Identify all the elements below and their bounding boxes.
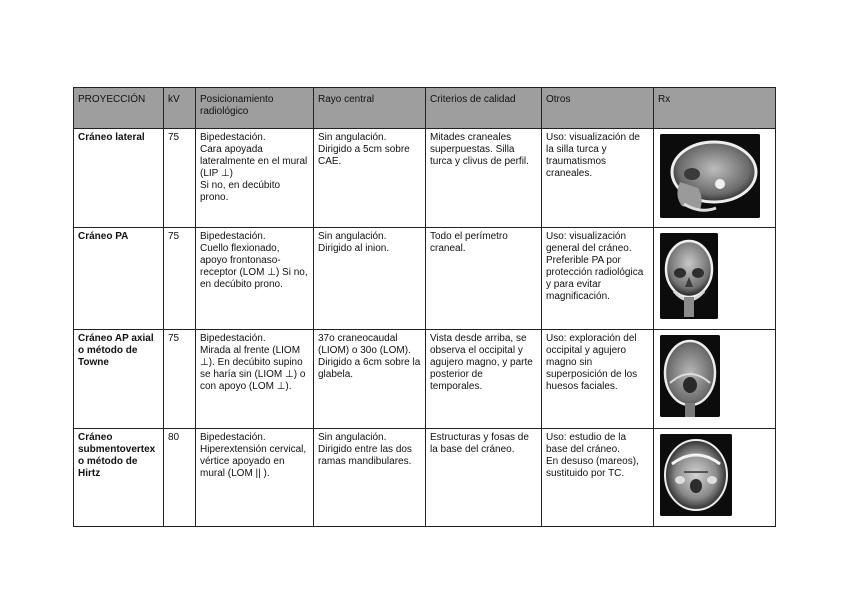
projections-table bbox=[73, 87, 776, 527]
other-cell: Uso: exploración del occipital y agujero magno sin superposición de los huesos faciales. bbox=[542, 330, 654, 429]
table-row bbox=[74, 330, 776, 429]
positioning-cell: Bipedestación. Cuello flexionado, apoyo frontonaso-receptor (LOM ⊥) Si no, en decúbito prono. bbox=[196, 228, 314, 330]
rx-cell bbox=[654, 228, 776, 330]
header-rayo-central: Rayo central bbox=[314, 88, 426, 129]
table-row bbox=[74, 228, 776, 330]
quality-cell: Estructuras y fosas de la base del cráneo. bbox=[426, 429, 542, 527]
table-header-row bbox=[74, 88, 776, 129]
lateral-skull-xray-icon bbox=[660, 134, 760, 218]
projection-cell: Cráneo lateral bbox=[74, 129, 164, 228]
central-ray-cell: 37o craneocaudal (LIOM) o 30o (LOM). Dirigido a 6cm sobre la glabela. bbox=[314, 330, 426, 429]
header-criterios: Criterios de calidad bbox=[426, 88, 542, 129]
other-cell: Uso: estudio de la base del cráneo. En desuso (mareos), sustituido por TC. bbox=[542, 429, 654, 527]
header-otros: Otros bbox=[542, 88, 654, 129]
central-ray-cell: Sin angulación. Dirigido a 5cm sobre CAE. bbox=[314, 129, 426, 228]
pa-skull-xray-icon bbox=[660, 233, 718, 319]
header-posicionamiento: Posicionamiento radiológico bbox=[196, 88, 314, 129]
positioning-cell: Bipedestación. Cara apoyada lateralmente en el mural (LIP ⊥) Si no, en decúbito prono. bbox=[196, 129, 314, 228]
table-row bbox=[74, 429, 776, 527]
other-cell: Uso: visualización de la silla turca y traumatismos craneales. bbox=[542, 129, 654, 228]
quality-cell: Mitades craneales superpuestas. Silla turca y clivus de perfil. bbox=[426, 129, 542, 228]
projection-cell: Cráneo submentovertex o método de Hirtz bbox=[74, 429, 164, 527]
kv-cell: 75 bbox=[164, 228, 196, 330]
positioning-cell: Bipedestación. Mirada al frente (LIOM ⊥). En decúbito supino se haría sin (LIOM ⊥) o con apoyo (LOM ⊥). bbox=[196, 330, 314, 429]
central-ray-cell: Sin angulación. Dirigido al inion. bbox=[314, 228, 426, 330]
quality-cell: Todo el perímetro craneal. bbox=[426, 228, 542, 330]
towne-skull-xray-icon bbox=[660, 335, 720, 417]
other-cell: Uso: visualización general del cráneo. Preferible PA por protección radiológica y para evitar magnificación. bbox=[542, 228, 654, 330]
rx-cell bbox=[654, 129, 776, 228]
kv-cell: 75 bbox=[164, 330, 196, 429]
projection-cell: Cráneo PA bbox=[74, 228, 164, 330]
kv-cell: 80 bbox=[164, 429, 196, 527]
table-row bbox=[74, 129, 776, 228]
quality-cell: Vista desde arriba, se observa el occipital y agujero magno, y parte posterior de temporales. bbox=[426, 330, 542, 429]
header-kv: kV bbox=[164, 88, 196, 129]
kv-cell: 75 bbox=[164, 129, 196, 228]
central-ray-cell: Sin angulación. Dirigido entre las dos ramas mandibulares. bbox=[314, 429, 426, 527]
rx-cell bbox=[654, 330, 776, 429]
projection-cell: Cráneo AP axial o método de Towne bbox=[74, 330, 164, 429]
rx-cell bbox=[654, 429, 776, 527]
submentovertex-skull-xray-icon bbox=[660, 434, 732, 516]
header-proyeccion: PROYECCIÓN bbox=[74, 88, 164, 129]
header-rx: Rx bbox=[654, 88, 776, 129]
positioning-cell: Bipedestación. Hiperextensión cervical, vértice apoyado en mural (LOM || ). bbox=[196, 429, 314, 527]
